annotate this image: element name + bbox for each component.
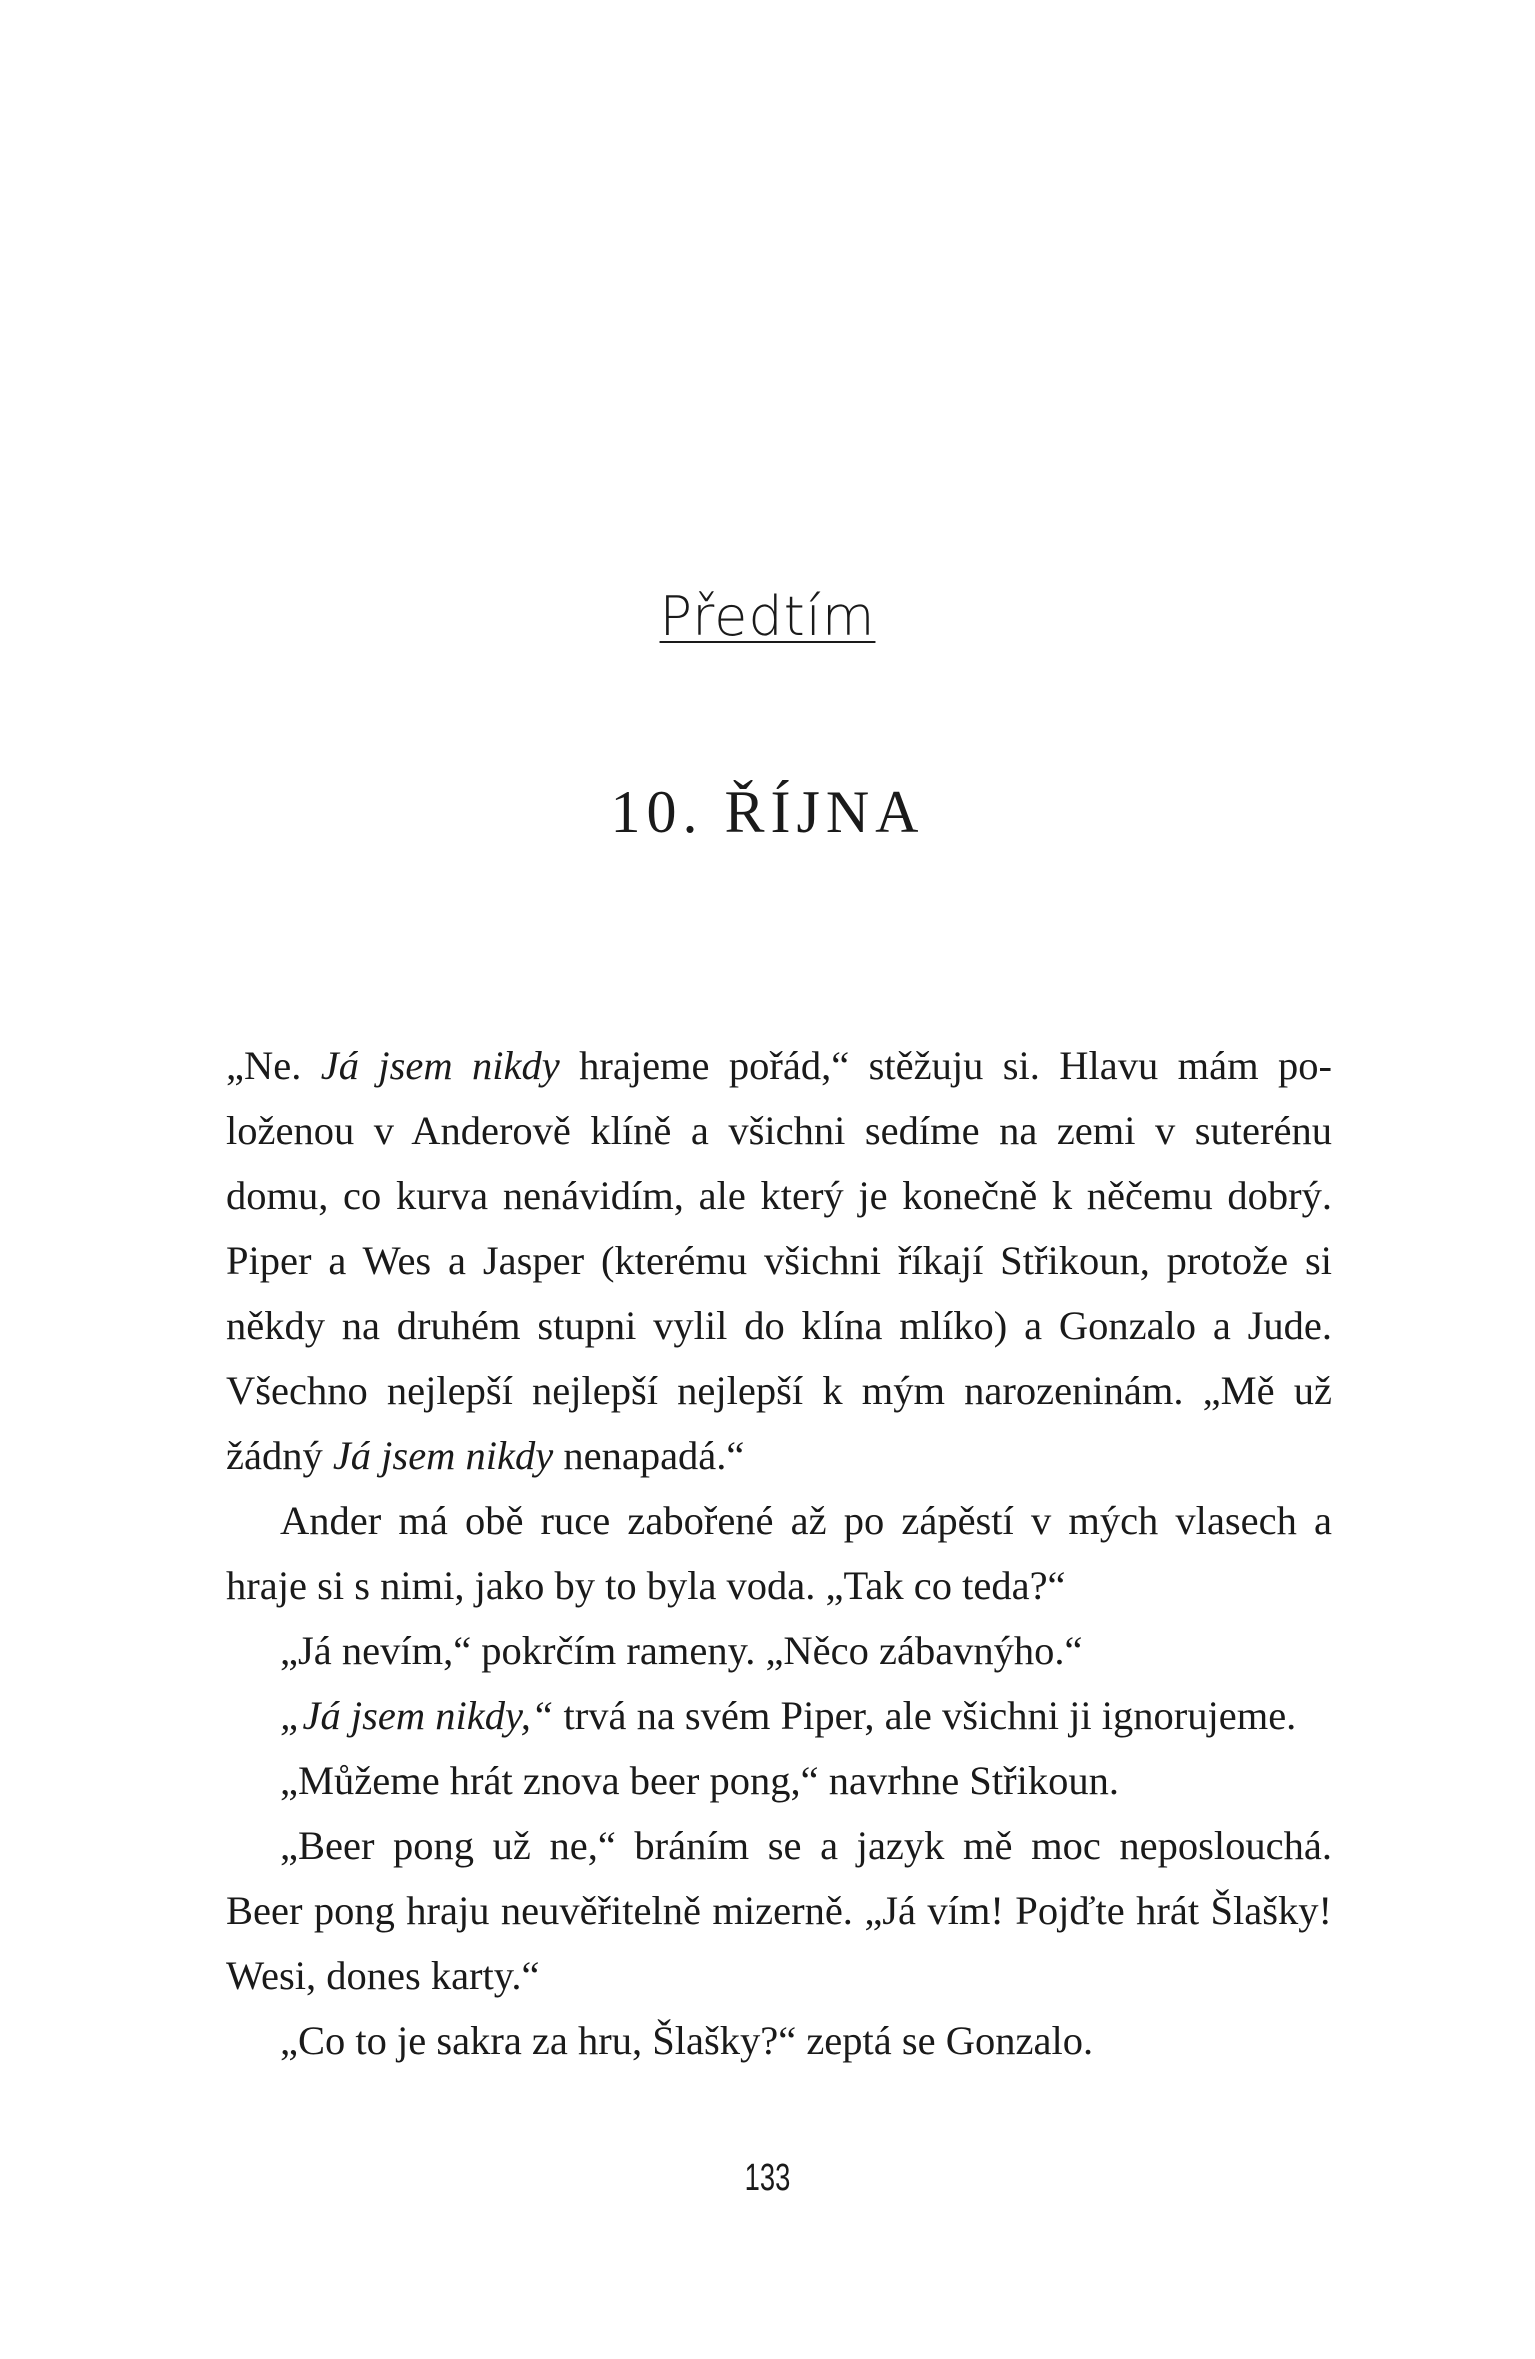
italic-text: Já jsem nikdy bbox=[332, 1433, 554, 1478]
paragraph bbox=[226, 1033, 1332, 1488]
paragraph bbox=[226, 1618, 1332, 1683]
text-segment: „Beer pong už ne,“ bráním se a jazyk mě moc neposlouchá. Beer pong hraju neuvěřitelně mizerně. „Já vím! Pojďte hrát Šlašky! Wesi, dones karty.“ bbox=[226, 1823, 1332, 1998]
text-segment: trvá na svém Piper, ale všichni ji ignorujeme. bbox=[553, 1693, 1297, 1738]
text-segment: „Co to je sakra za hru, Šlašky?“ zeptá se Gonzalo. bbox=[280, 2018, 1094, 2063]
body-text bbox=[226, 1033, 1332, 2073]
text-segment: „Já nevím,“ pokrčím rameny. „Něco zábavnýho.“ bbox=[280, 1628, 1083, 1673]
paragraph bbox=[226, 1488, 1332, 1618]
text-segment: Ander má obě ruce zabořené až po zápěstí v mých vlasech a hraje si s nimi, jako by to byla voda. „Tak co teda?“ bbox=[226, 1498, 1332, 1608]
paragraph bbox=[226, 1813, 1332, 2008]
part-title bbox=[0, 585, 1535, 648]
page-number: 133 bbox=[744, 2157, 791, 2199]
italic-text: „Já jsem nikdy,“ bbox=[280, 1693, 554, 1738]
italic-text: Já jsem nikdy bbox=[320, 1043, 560, 1088]
part-title-text: Předtím bbox=[659, 585, 876, 648]
text-segment: „Ne. bbox=[226, 1043, 321, 1088]
paragraph bbox=[226, 1748, 1332, 1813]
text-segment: hrajeme pořád,“ stěžuju si. Hlavu mám položenou v Anderově klíně a všichni sedíme na zemi v suterénu domu, co kurva nenávidím, ale který je konečně k něčemu dobrý. Piper a Wes a Jasper (kterému všichni říkají Střikoun, protože si někdy na druhém stupni vylil do klína mlíko) a Gonzalo a Jude. Všechno nejlepší nejlepší nejlepší k mým narozeninám. „Mě už žádný bbox=[226, 1043, 1333, 1478]
paragraph bbox=[226, 2008, 1332, 2073]
chapter-title: 10. ŘÍJNA bbox=[610, 779, 925, 845]
paragraph bbox=[226, 1683, 1332, 1748]
text-segment: nenapadá.“ bbox=[553, 1433, 745, 1478]
text-segment: „Můžeme hrát znova beer pong,“ navrhne Střikoun. bbox=[280, 1758, 1119, 1803]
